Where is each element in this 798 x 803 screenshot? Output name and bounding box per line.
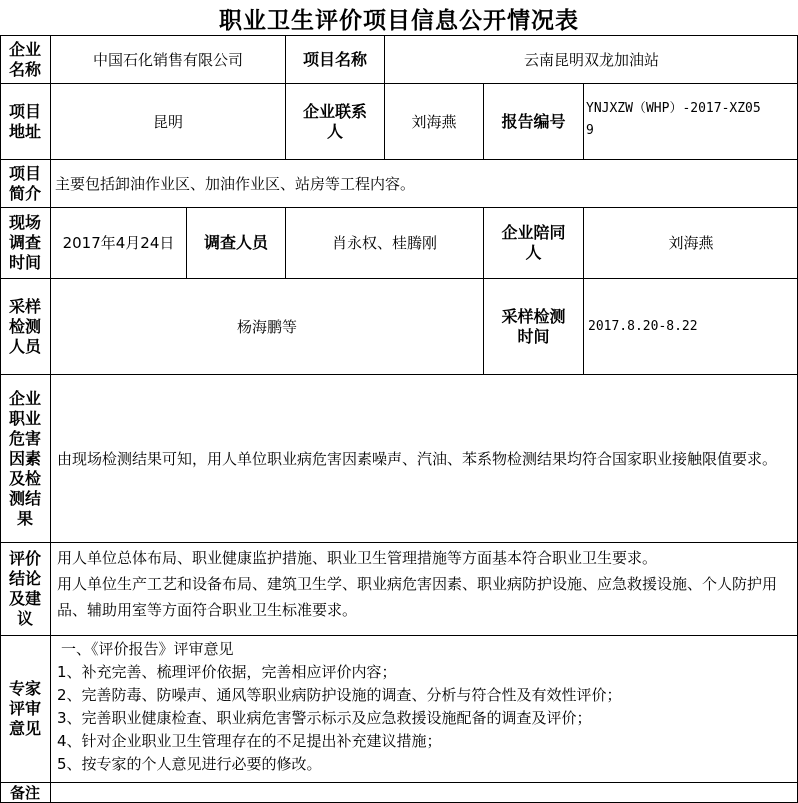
expert-opinion-line: 4、针对企业职业卫生管理存在的不足提出补充建议措施； [57,732,442,750]
value-investigators: 肖永权、桂腾刚 [331,234,437,252]
grid-line [483,83,484,160]
expert-opinion-line: 5、按专家的个人意见进行必要的修改。 [57,755,322,773]
expert-opinion-line: 2、完善防毒、防噪声、通风等职业病防护设施的调查、分析与符合性及有效性评价； [57,686,622,704]
value-project-location: 昆明 [152,112,183,131]
value-survey-time: 2017年4月24日 [62,234,175,252]
value-hazard-results: 由现场检测结果可知，用人单位职业病危害因素噪声、汽油、苯系物检测结果均符合国家职业接触限值要求。 [57,449,778,468]
value-company-contact: 刘海燕 [411,112,457,131]
grid-line [583,207,584,375]
label-company-escort: 企业陪同 人 [501,223,566,262]
label-project-location: 项目 地址 [8,101,41,141]
value-company-name: 中国石化销售有限公司 [92,50,243,69]
label-investigators: 调查人员 [203,233,268,252]
value-company-escort: 刘海燕 [668,234,714,252]
grid-line [50,35,51,803]
grid-line [384,35,385,160]
label-expert-opinion: 专家 评审 意见 [8,679,41,738]
grid-line [0,207,798,208]
expert-opinion-line: 1、补充完善、梳理评价依据，完善相应评价内容； [57,663,397,681]
grid-line [285,207,286,279]
page-title: 职业卫生评价项目信息公开情况表 [219,7,579,34]
expert-opinion-line: 3、完善职业健康检查、职业病危害警示标示及应急救援设施配备的调查及评价； [57,709,592,727]
grid-line [0,278,798,279]
grid-line [186,207,187,279]
label-sampling-time: 采样检测 时间 [501,306,566,346]
grid-line [0,782,798,783]
value-remarks [51,783,798,803]
label-project-name: 项目名称 [302,49,367,69]
label-hazard-results: 企业 职业 危害 因素 及检 测结 果 [8,388,41,528]
label-remarks: 备注 [9,784,40,802]
grid-line [483,207,484,375]
grid-line [285,35,286,160]
value-expert-opinion [51,636,798,782]
label-project-summary: 项目 简介 [8,163,41,203]
value-project-summary: 主要包括卸油作业区、加油作业区、站房等工程内容。 [55,174,416,193]
grid-line [583,83,584,160]
value-report-no: YNJXZW（WHP）-2017-XZ059 [586,101,761,138]
grid-line [0,83,798,84]
grid-line [0,635,798,636]
expert-opinion-line: 一、《评价报告》评审意见 [61,640,234,658]
value-sampling-staff: 杨海鹏等 [236,317,297,336]
label-company-contact: 企业联系 人 [302,101,367,141]
grid-line [0,35,1,803]
grid-line [0,159,798,160]
label-report-no: 报告编号 [501,111,566,131]
label-evaluation: 评价 结论 及建 议 [8,549,41,628]
grid-line [0,35,798,36]
value-sampling-time: 2017.8.20-8.22 [588,318,698,334]
value-project-name: 云南昆明双龙加油站 [523,50,659,69]
grid-line [0,374,798,375]
label-sampling-staff: 采样 检测 人员 [8,296,41,356]
grid-line [0,542,798,543]
label-survey-time: 现场 调查 时间 [8,213,41,272]
value-evaluation: 用人单位总体布局、职业健康监护措施、职业卫生管理措施等方面基本符合职业卫生要求。 用人单位生产工艺和设备布局、建筑卫生学、职业病危害因素、职业病防护设施、应急救援设施、个人防护用品、辅助用室等方面符合职业卫生标准要求。 [57,549,778,619]
label-company-name: 企业 名称 [8,39,41,79]
